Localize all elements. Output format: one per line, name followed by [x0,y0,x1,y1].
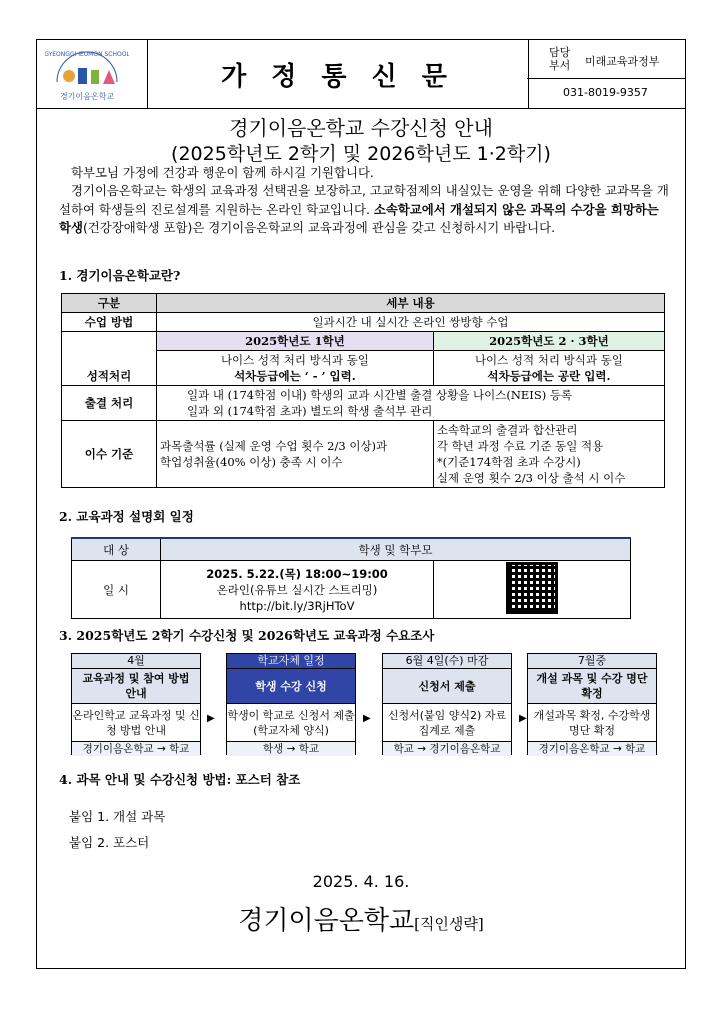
contact-info [527,40,685,108]
intro-greeting: 학부모님 가정에 건강과 행운이 함께 하시길 기원합니다. [71,165,374,180]
section-4-heading: 4. 과목 안내 및 수강신청 방법: 포스터 참조 [59,772,301,787]
briefing-table: 대 상 학생 및 학부모 일 시 2025. 5.22.(목) 18:00~19:00 온라인(유튜브 실시간 스트리밍) http://bit.ly/3RjHToV [71,537,631,619]
svg-text:GYEONGGI IEUMON SCHOOL: GYEONGGI IEUMON SCHOOL [45,51,129,58]
intro-paragraph: 경기이음온학교는 학생의 교육과정 선택권을 보장하고, 고교학점제의 내실있는 운영을 위해 다양한 교과목을 개설하여 학생들의 진로설계를 지원하는 온라인 학교입니다. 소속학교에서 개설되지 않은 과목의 수강을 희망하는 학생(건강장애학생 포함)은 경기이음온학교의 교육과정에 관심을 갖고 신청하시기 바랍니다. [59,183,669,235]
dept-value: 미래교육과정부 [585,55,660,68]
qr-code-icon[interactable] [506,562,558,614]
phone-number: 031-8019-9357 [563,86,648,99]
school-signature: 경기이음온학교[직인생략] [238,906,484,936]
flow-step-3: 6월 4일(수) 마감 신청서 제출 신청서(붙임 양식2) 자료집계로 제출 학교 → 경기이음온학교 [382,653,512,755]
sub-title: (2025학년도 2학기 및 2026학년도 1·2학기) [171,143,551,165]
flow-step-1: 4월 교육과정 및 참여 방법 안내 온라인학교 교육과정 및 신청 방법 안내 경기이음온학교 → 학교 [72,654,200,755]
stream-link[interactable]: http://bit.ly/3RjHToV [239,598,355,613]
main-title: 경기이음온학교 수강신청 안내 [229,116,493,140]
header [37,40,685,109]
issue-date: 2025. 4. 16. [312,872,410,891]
document-frame [36,39,686,969]
doc-type-title: 가 정 통 신 문 [147,40,529,108]
flow-step-2: 학교자체 일정 학생 수강 신청 학생이 학교로 신청서 제출 (학교자체 양식) 학생 → 학교 [227,654,355,755]
school-logo [45,44,129,104]
svg-text:경기이음온학교: 경기이음온학교 [59,92,115,101]
attachment-1: 붙임 1. 개설 과목 [69,809,166,824]
arrow-icon: ▶ [363,713,371,724]
dept-label: 담당 부서 [549,46,571,72]
section-1-heading: 1. 경기이음온학교란? [59,268,181,283]
arrow-icon: ▶ [519,713,527,724]
attachment-2: 붙임 2. 포스터 [69,835,150,850]
school-info-table: 구분 세부 내용 수업 방법 일과시간 내 실시간 온라인 쌍방향 수업 성적처리 2025학년도 1학년 2025학년도 2 · 3학년 나이스 성적 처리 방식과 동일 석차등급에는 ‘ - ’ 입력. 나이스 성적 처리 방식과 동일 석차등급에는 공란 입력. 출결 처리 일과 내 (174학점 이내) 학생의 교과 시간별 출결 상황을 나이스(NEIS) 등록 일과 외 (174학점 초과) 별도의 학생 출석부 관리 이수 기준 과목출석률 (실제 운영 수업 횟수 2/3 이상)과 학업성취율(40% 이상) 충족 시 이수 소속학교의 출결과 합산관리 각 학년 과정 수료 기준 동일 적용 *(기준174학점 초과 수강시) 실제 운영 횟수 2/3 이상 출석 시 이수 [61,293,665,488]
section-3-heading: 3. 2025학년도 2학기 수강신청 및 2026학년도 교육과정 수요조사 [59,628,435,643]
flow-step-4: 7월중 개설 과목 및 수강 명단 확정 개설과목 확정, 수강학생 명단 확정 경기이음온학교 → 학교 [527,653,657,755]
arrow-icon: ▶ [207,713,215,724]
section-2-heading: 2. 교육과정 설명회 일정 [59,509,194,524]
